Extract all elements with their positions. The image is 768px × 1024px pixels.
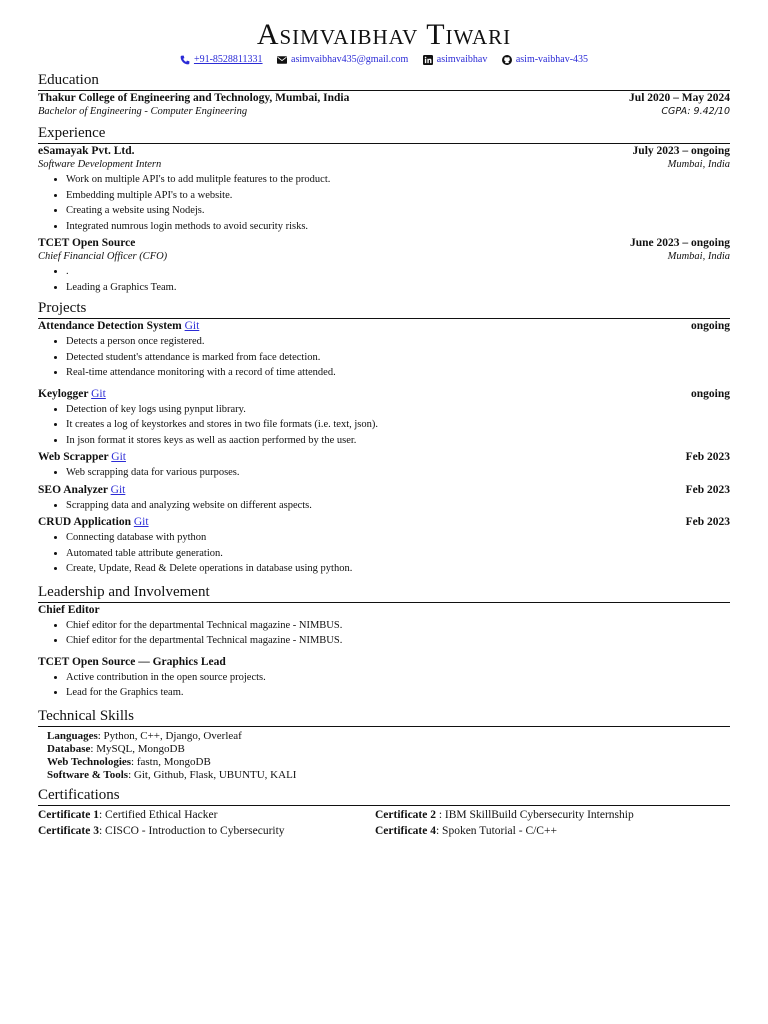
skill-line — [47, 743, 730, 756]
job-location: Mumbai, India — [667, 159, 730, 170]
list-item: • Detection of key logs using pynput library. — [66, 402, 730, 418]
envelope-icon — [277, 55, 287, 65]
candidate-name: Asimvaibhav Tiwari — [256, 18, 512, 51]
leadership-bullets — [38, 618, 730, 649]
resume-page — [38, 18, 730, 839]
certificate-item — [38, 808, 375, 823]
project-bullets — [38, 465, 730, 481]
github-link[interactable]: asim-vaibhav-435 — [515, 54, 589, 65]
project-bullets — [38, 530, 730, 577]
leadership-bullets — [38, 670, 730, 701]
project-name: CRUD Application — [38, 516, 131, 528]
project-header — [38, 515, 730, 529]
list-item: • Chief editor for the departmental Technical magazine - NIMBUS. — [66, 633, 730, 649]
git-link[interactable]: Git — [111, 451, 126, 463]
projects-heading: Projects — [38, 299, 730, 319]
github-icon — [502, 55, 512, 65]
job-header — [38, 236, 730, 250]
certifications-heading: Certifications — [38, 786, 730, 806]
project-bullets — [38, 402, 730, 449]
skill-label: Languages — [47, 729, 98, 742]
job-dates: June 2023 – ongoing — [629, 237, 730, 249]
list-item: • Real-time attendance monitoring with a record of time attended. — [66, 365, 730, 381]
list-item: • Leading a Graphics Team. — [66, 280, 730, 296]
skills-heading: Technical Skills — [38, 707, 730, 727]
list-item: • Create, Update, Read & Delete operations in database using python. — [66, 561, 730, 577]
skill-line — [47, 730, 730, 743]
project-keylogger — [38, 387, 730, 449]
skill-label: Software & Tools — [47, 768, 129, 781]
certificate-value: : Certified Ethical Hacker — [98, 808, 218, 821]
certificate-item — [375, 824, 730, 839]
skill-line — [47, 769, 730, 782]
list-item: • Automated table attribute generation. — [66, 546, 730, 562]
list-item: • Work on multiple API's to add mulitple features to the product. — [66, 172, 730, 188]
certificate-label: Certificate 3 — [38, 824, 99, 837]
job-location: Mumbai, India — [667, 251, 730, 262]
project-date: Feb 2023 — [685, 483, 730, 496]
certificate-item — [38, 824, 375, 839]
project-seo-analyzer — [38, 483, 730, 514]
leadership-heading: Leadership and Involvement — [38, 583, 730, 603]
list-item: • Detects a person once registered. — [66, 334, 730, 350]
skills-list — [38, 730, 730, 782]
certificate-value: : IBM SkillBuild Cybersecurity Internship — [435, 808, 634, 821]
project-date: ongoing — [691, 320, 730, 332]
leadership-graphics-lead — [38, 655, 730, 701]
experience-heading: Experience — [38, 124, 730, 144]
project-date: Feb 2023 — [685, 451, 730, 463]
leadership-header — [38, 603, 730, 617]
certificate-item — [375, 808, 730, 823]
git-link[interactable]: Git — [184, 320, 200, 332]
list-item: • . — [66, 264, 730, 280]
job-esamayak — [38, 144, 730, 234]
git-link[interactable]: Git — [110, 483, 126, 496]
contact-bar — [38, 53, 730, 67]
list-item: • Creating a website using Nodejs. — [66, 203, 730, 219]
phone-icon — [180, 55, 190, 65]
education-heading: Education — [38, 71, 730, 91]
git-link[interactable]: Git — [91, 387, 106, 400]
project-crud — [38, 515, 730, 577]
job-dates: July 2023 – ongoing — [632, 145, 730, 157]
list-item: • Embedding multiple API's to a website. — [66, 188, 730, 204]
list-item: • Connecting database with python — [66, 530, 730, 546]
education-dates: Jul 2020 – May 2024 — [629, 92, 730, 104]
email-link[interactable]: asimvaibhav435@gmail.com — [291, 54, 409, 65]
skill-label: Database — [47, 742, 91, 755]
phone-link[interactable]: +91-8528811331 — [193, 54, 263, 65]
github-contact — [502, 53, 588, 67]
leadership-role: Chief Editor — [38, 603, 100, 616]
list-item: • Chief editor for the departmental Technical magazine - NIMBUS. — [66, 618, 730, 634]
email-contact — [277, 53, 408, 67]
project-header — [38, 483, 730, 497]
git-link[interactable]: Git — [133, 516, 149, 528]
list-item: • Active contribution in the open source projects. — [66, 670, 730, 686]
list-item: • Web scrapping data for various purposes. — [66, 465, 730, 481]
project-header — [38, 319, 730, 333]
job-role: Chief Financial Officer (CFO) — [38, 251, 168, 262]
project-name: Web Scrapper — [38, 451, 109, 463]
project-name: Keylogger — [38, 387, 89, 400]
project-name: SEO Analyzer — [38, 483, 108, 496]
certificate-label: Certificate 1 — [38, 808, 99, 821]
job-company: eSamayak Pvt. Ltd. — [38, 145, 135, 157]
skill-value: : Python, C++, Django, Overleaf — [97, 729, 242, 742]
skill-value: : Git, Github, Flask, UBUNTU, KALI — [128, 768, 297, 781]
certificate-value: : Spoken Tutorial - C/C++ — [435, 824, 557, 837]
project-bullets — [38, 498, 730, 514]
education-row — [38, 91, 730, 105]
leadership-role: TCET Open Source — Graphics Lead — [38, 655, 226, 668]
cgpa: CGPA: 9.42/10 — [661, 106, 730, 117]
project-header — [38, 450, 730, 464]
list-item: • In json format it stores keys as well as aaction performed by the user. — [66, 433, 730, 449]
list-item: • Scrapping data and analyzing website on different aspects. — [66, 498, 730, 514]
certificate-label: Certificate 2 — [375, 808, 436, 821]
leadership-chief-editor — [38, 603, 730, 649]
skill-label: Web Technologies — [47, 755, 132, 768]
job-bullets — [38, 172, 730, 234]
job-subrow — [38, 158, 730, 171]
job-header — [38, 144, 730, 158]
list-item: • Lead for the Graphics team. — [66, 685, 730, 701]
project-bullets — [38, 334, 730, 381]
job-subrow — [38, 250, 730, 263]
job-company: TCET Open Source — [38, 237, 136, 249]
skill-line — [47, 756, 730, 769]
list-item: • It creates a log of keystorkes and stores in two file formats (i.e. text, json). — [66, 417, 730, 433]
linkedin-link[interactable]: asimvaibhav — [436, 54, 488, 65]
list-item: • Integrated numrous login methods to avoid security risks. — [66, 219, 730, 235]
education-subrow — [38, 105, 730, 118]
job-role: Software Development Intern — [38, 159, 162, 170]
certifications-grid — [38, 808, 730, 839]
leadership-header — [38, 655, 730, 669]
job-bullets — [38, 264, 730, 295]
project-attendance — [38, 319, 730, 381]
phone-contact — [180, 53, 263, 67]
certificate-label: Certificate 4 — [375, 824, 436, 837]
skill-value: : fastn, MongoDB — [131, 755, 211, 768]
project-name: Attendance Detection System — [38, 320, 182, 332]
school-name: Thakur College of Engineering and Technology, Mumbai, India — [38, 92, 350, 104]
linkedin-contact — [423, 53, 488, 67]
project-header — [38, 387, 730, 401]
list-item: • Detected student's attendance is marked from face detection. — [66, 350, 730, 366]
project-web-scrapper — [38, 450, 730, 481]
certificate-value: : CISCO - Introduction to Cybersecurity — [98, 824, 285, 837]
skill-value: : MySQL, MongoDB — [90, 742, 185, 755]
linkedin-icon — [423, 55, 433, 65]
project-date: ongoing — [691, 387, 730, 400]
job-tcet — [38, 236, 730, 295]
project-date: Feb 2023 — [685, 516, 730, 528]
degree: Bachelor of Engineering - Computer Engineering — [38, 106, 248, 117]
